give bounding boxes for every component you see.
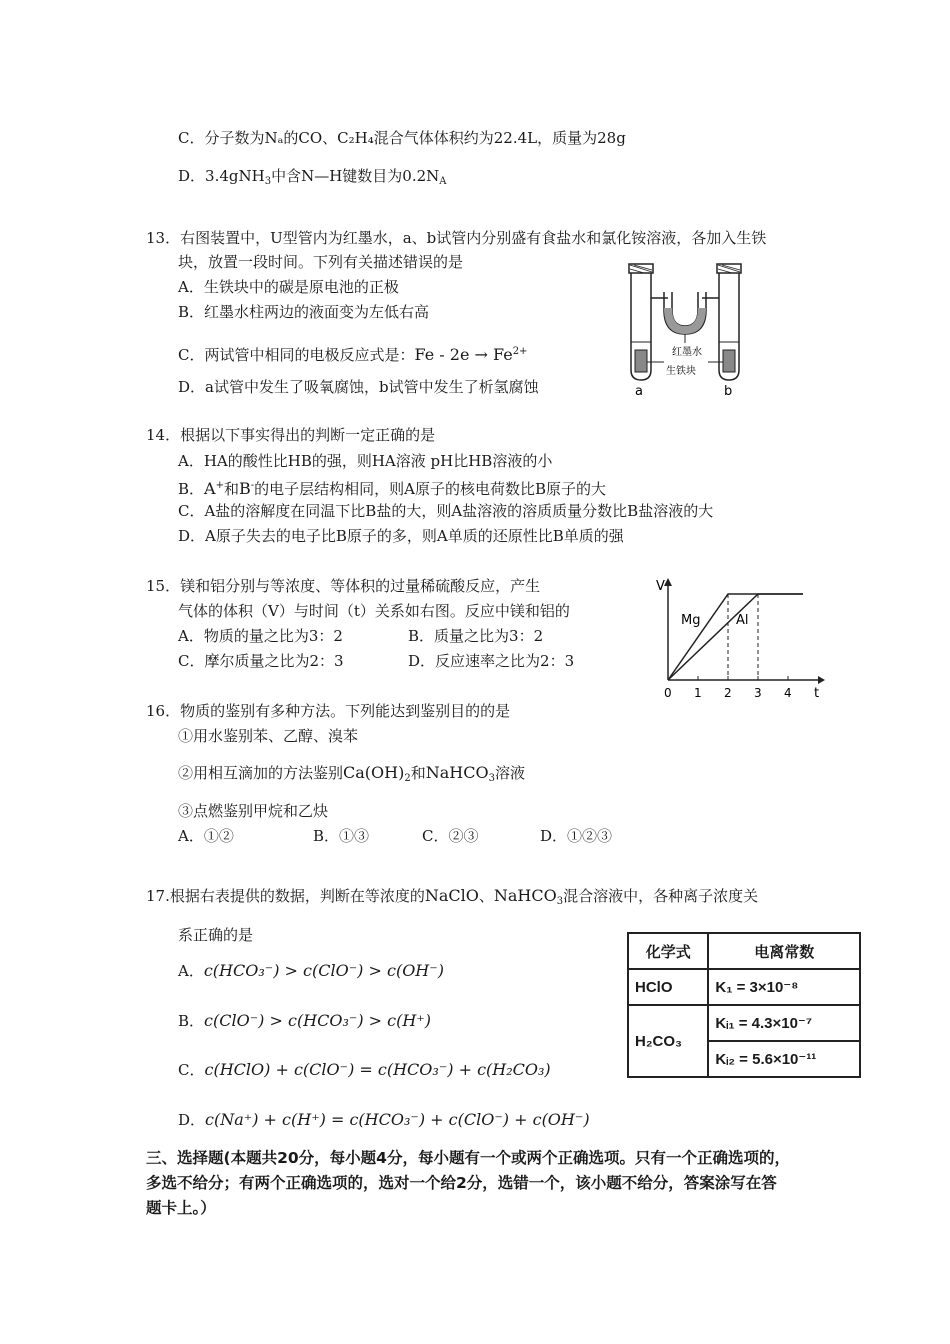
table-row (628, 969, 860, 1005)
x-axis-arrow (818, 676, 825, 684)
q16-option-b: B．①③ (313, 827, 370, 845)
q16-stem: 16．物质的鉴别有多种方法。下列能达到鉴别目的的是 (146, 702, 511, 720)
y-axis-arrow (664, 578, 672, 586)
q13-stem-line1: 13．右图装置中，U型管内为红墨水，a、b试管内分别盛有食盐水和氯化铵溶液，各加入生铁 (146, 229, 767, 247)
q15-option-b: B．质量之比为3：2 (408, 627, 544, 645)
q16-option-c: C．②③ (422, 827, 479, 845)
table-row (628, 1005, 860, 1041)
x-axis-label: t (814, 686, 820, 700)
q12-option-d: D．3.4gNH$_3$中含N—H键数目为$0.2N_A$ (178, 167, 447, 187)
q13-stem-line2: 块，放置一段时间。下列有关描述错误的是 (178, 253, 464, 271)
table-cell-h2co3-k1: Kᵢ₁ = 4.3×10⁻⁷ (708, 1005, 860, 1041)
table-cell-hclo-k: K₁ = 3×10⁻⁸ (708, 969, 860, 1005)
fig-label-cast-iron: 生铁块 (666, 366, 696, 377)
series-line-mg (668, 594, 803, 680)
table-header-constant: 电离常数 (708, 933, 860, 969)
x-tick-label: 3 (754, 686, 762, 700)
ionization-constant-table (627, 932, 861, 1078)
q13-option-b: B．红墨水柱两边的液面变为左低右高 (178, 303, 430, 321)
q13-option-a: A．生铁块中的碳是原电池的正极 (178, 278, 399, 296)
x-tick-label: 0 (664, 686, 672, 700)
q16-option-a: A．①② (178, 827, 234, 845)
q17-stem-line1: 17.根据右表提供的数据，判断在等浓度的NaClO、NaHCO$_3$混合溶液中，各种离子浓度关 (146, 886, 759, 907)
section3-line2: 多选不给分；有两个正确选项的，选对一个给2分，选错一个，该小题不给分，答案涂写在答 (146, 1174, 777, 1192)
q17-stem-line2: 系正确的是 (178, 926, 254, 944)
q14-option-b: B．A+和B-的电子层结构相同，则A原子的核电荷数比B原子的大 (178, 479, 607, 498)
table-cell-h2co3-k2: Kᵢ₂ = 5.6×10⁻¹¹ (708, 1041, 860, 1077)
y-axis-label: V (656, 579, 665, 594)
q15-option-a: A．物质的量之比为3：2 (178, 627, 343, 645)
q16-option-d: D．①②③ (540, 827, 613, 845)
q13-option-c: C．两试管中相同的电极反应式是：$Fe - 2e \to Fe^{2+}$ (178, 345, 528, 364)
q13-option-d: D．a试管中发生了吸氧腐蚀，b试管中发生了析氢腐蚀 (178, 378, 539, 396)
q17-option-d: D．c(Na⁺) + c(H⁺) = c(HCO₃⁻) + c(ClO⁻) + c(OH⁻) (178, 1110, 590, 1129)
q15-stem-line1: 15．镁和铝分别与等浓度、等体积的过量稀硫酸反应，产生 (146, 577, 541, 595)
q15-stem-line2: 气体的体积（V）与时间（t）关系如右图。反应中镁和铝的 (178, 602, 570, 620)
section3-line3: 题卡上。） (146, 1199, 216, 1217)
q14-option-d: D．A原子失去的电子比B原子的多，则A单质的还原性比B单质的强 (178, 527, 624, 545)
series-line-al (668, 594, 803, 680)
q14-option-c: C．A盐的溶解度在同温下比B盐的大，则A盐溶液的溶质质量分数比B盐溶液的大 (178, 502, 714, 520)
q17-option-c: C．c(HClO) + c(ClO⁻) = c(HCO₃⁻) + c(H₂CO₃) (178, 1060, 551, 1079)
fig-label-red-ink: 红墨水 (672, 347, 702, 358)
fig-label-b: b (724, 384, 733, 398)
q15-option-c: C．摩尔质量之比为2：3 (178, 652, 344, 670)
q17-option-a: A．c(HCO₃⁻) > c(ClO⁻) > c(OH⁻) (178, 961, 444, 980)
table-header-formula: 化学式 (628, 933, 708, 969)
x-tick-label: 2 (724, 686, 732, 700)
fig-label-a: a (635, 384, 643, 398)
x-tick-label: 1 (694, 686, 702, 700)
q14-stem: 14．根据以下事实得出的判断一定正确的是 (146, 426, 436, 444)
q16-item-1: ①用水鉴别苯、乙醇、溴苯 (178, 727, 359, 745)
q16-item-3: ③点燃鉴别甲烷和乙炔 (178, 802, 329, 820)
x-tick-label: 4 (784, 686, 792, 700)
table-row (628, 933, 860, 969)
series-label-al: Al (736, 613, 749, 628)
q16-item-2: ②用相互滴加的方法鉴别$Ca(OH)_2$和NaHCO$_3$溶液 (178, 763, 525, 784)
series-label-mg: Mg (681, 613, 701, 628)
q12-option-c: C．分子数为Nₐ的CO、C₂H₄混合气体体积约为22.4L，质量为28g (178, 129, 626, 147)
q15-volume-time-chart (650, 572, 825, 700)
section3-line1: 三、选择题(本题共20分，每小题4分，每小题有一个或两个正确选项。只有一个正确选项的， (146, 1149, 790, 1167)
q17-option-b: B．c(ClO⁻) > c(HCO₃⁻) > c(H⁺) (178, 1011, 432, 1030)
u-tube-apparatus-figure (620, 258, 750, 398)
table-cell-hclo: HClO (628, 969, 708, 1005)
q14-option-a: A．HA的酸性比HB的强，则HA溶液 pH比HB溶液的小 (178, 452, 553, 470)
table-cell-h2co3: H₂CO₃ (628, 1005, 708, 1077)
q15-option-d: D．反应速率之比为2：3 (408, 652, 575, 670)
